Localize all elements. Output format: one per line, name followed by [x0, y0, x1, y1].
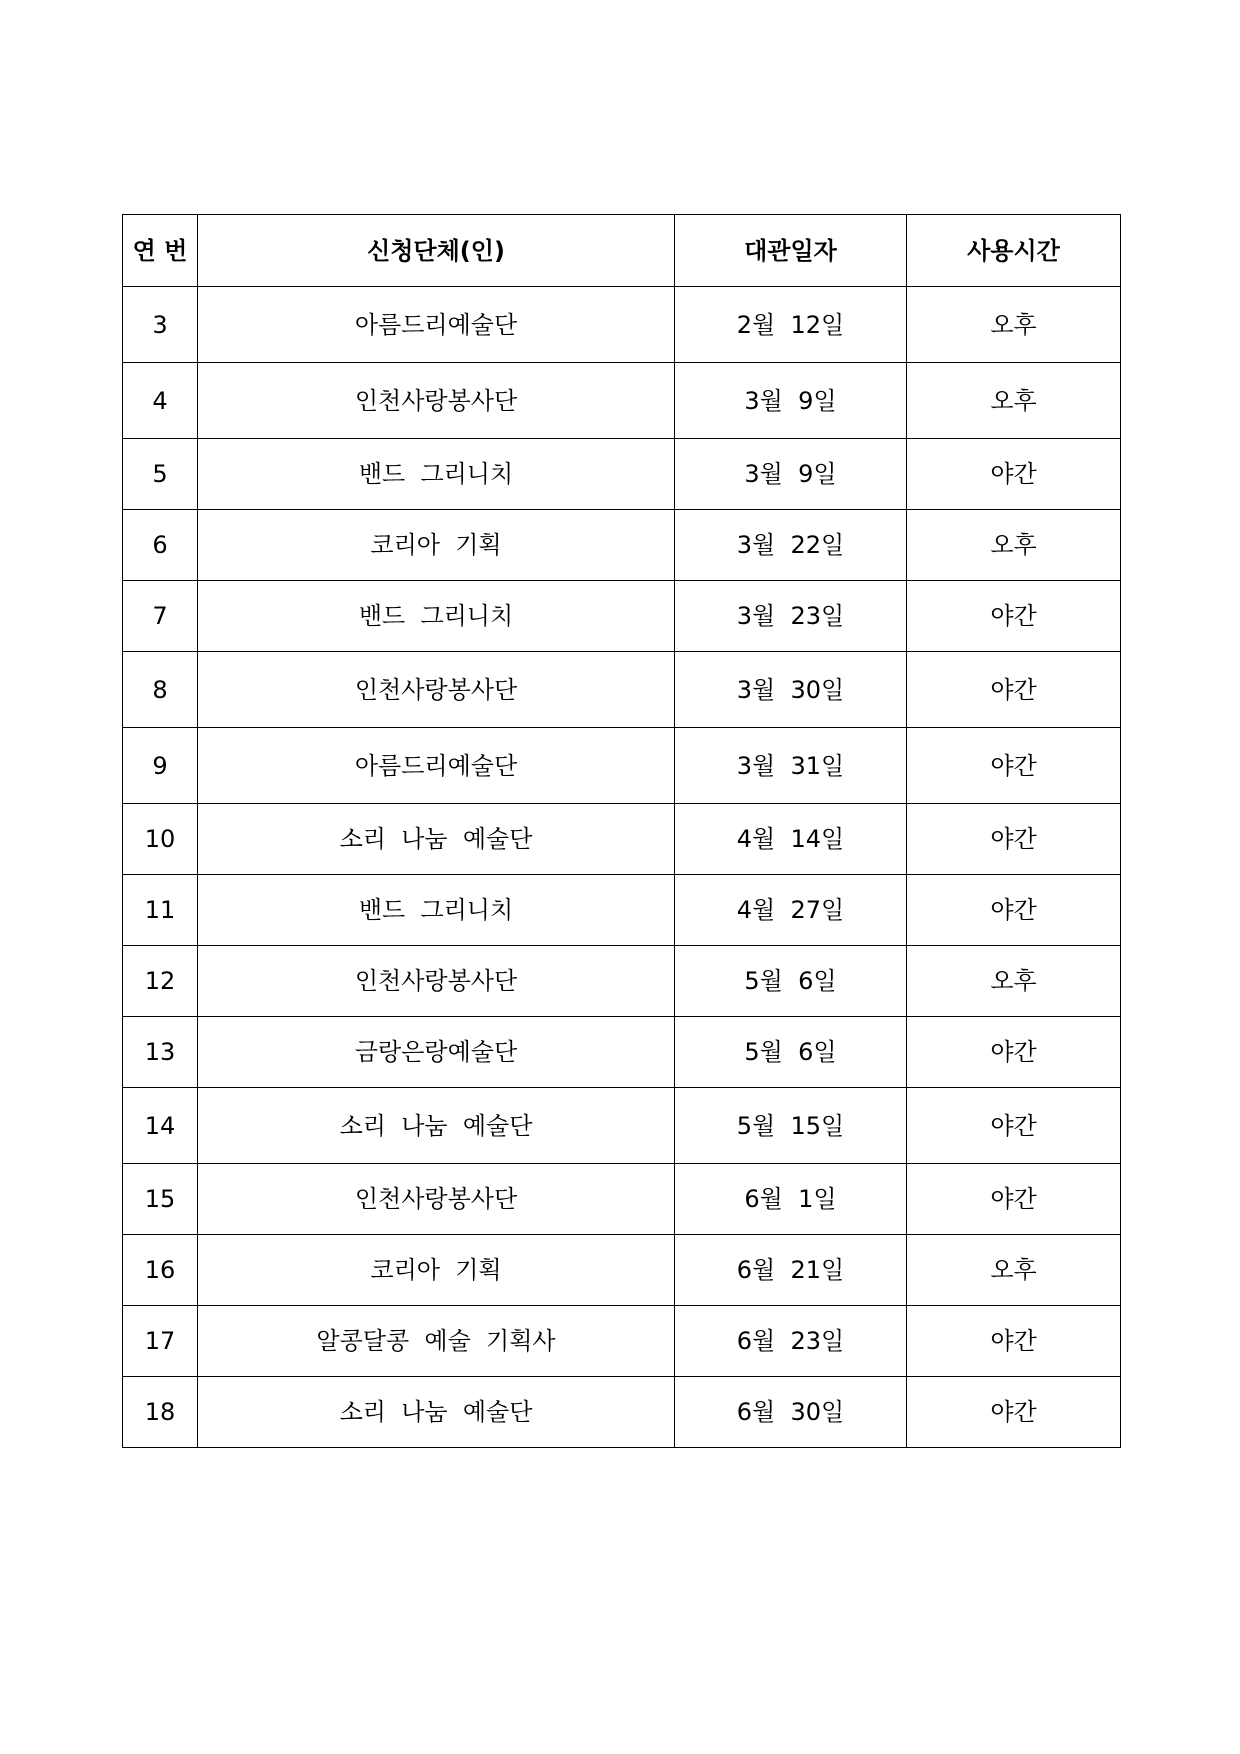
- applicant-name: 인천사랑봉사단: [198, 363, 675, 439]
- table-row: [123, 1164, 1121, 1235]
- applicant-name: 인천사랑봉사단: [198, 1164, 675, 1235]
- rental-date: 3월 30일: [675, 652, 907, 728]
- usage-time: 야간: [907, 1088, 1121, 1164]
- applicant-name: 인천사랑봉사단: [198, 946, 675, 1017]
- table-row: [123, 804, 1121, 875]
- usage-time: 야간: [907, 875, 1121, 946]
- table-row: [123, 1235, 1121, 1306]
- row-number: 4: [123, 363, 198, 439]
- rental-date: 4월 27일: [675, 875, 907, 946]
- usage-time: 야간: [907, 439, 1121, 510]
- table-row: [123, 875, 1121, 946]
- applicant-name: 아름드리예술단: [198, 728, 675, 804]
- table-row: [123, 581, 1121, 652]
- usage-time: 오후: [907, 1235, 1121, 1306]
- usage-time: 오후: [907, 510, 1121, 581]
- usage-time: 야간: [907, 1306, 1121, 1377]
- table-row: [123, 1377, 1121, 1448]
- rental-date: 5월 6일: [675, 1017, 907, 1088]
- row-number: 16: [123, 1235, 198, 1306]
- rental-date: 5월 6일: [675, 946, 907, 1017]
- usage-time: 야간: [907, 652, 1121, 728]
- rental-date: 3월 22일: [675, 510, 907, 581]
- row-number: 11: [123, 875, 198, 946]
- row-number: 12: [123, 946, 198, 1017]
- applicant-name: 알콩달콩 예술 기획사: [198, 1306, 675, 1377]
- header-applicant: 신청단체(인): [198, 215, 675, 287]
- rental-date: 3월 9일: [675, 439, 907, 510]
- applicant-name: 소리 나눔 예술단: [198, 804, 675, 875]
- rental-schedule-table: [122, 214, 1121, 1448]
- row-number: 18: [123, 1377, 198, 1448]
- applicant-name: 아름드리예술단: [198, 287, 675, 363]
- usage-time: 야간: [907, 728, 1121, 804]
- rental-date: 3월 9일: [675, 363, 907, 439]
- usage-time: 오후: [907, 946, 1121, 1017]
- row-number: 7: [123, 581, 198, 652]
- usage-time: 오후: [907, 363, 1121, 439]
- row-number: 9: [123, 728, 198, 804]
- usage-time: 오후: [907, 287, 1121, 363]
- table-row: [123, 946, 1121, 1017]
- table-row: [123, 728, 1121, 804]
- usage-time: 야간: [907, 581, 1121, 652]
- table-body: [123, 287, 1121, 1448]
- header-usage-time: 사용시간: [907, 215, 1121, 287]
- rental-date: 6월 30일: [675, 1377, 907, 1448]
- table-row: [123, 287, 1121, 363]
- row-number: 8: [123, 652, 198, 728]
- rental-date: 2월 12일: [675, 287, 907, 363]
- header-number: 연 번: [123, 215, 198, 287]
- table-row: [123, 1088, 1121, 1164]
- rental-date: 6월 23일: [675, 1306, 907, 1377]
- applicant-name: 소리 나눔 예술단: [198, 1377, 675, 1448]
- usage-time: 야간: [907, 1164, 1121, 1235]
- header-rental-date: 대관일자: [675, 215, 907, 287]
- applicant-name: 인천사랑봉사단: [198, 652, 675, 728]
- applicant-name: 소리 나눔 예술단: [198, 1088, 675, 1164]
- table-row: [123, 652, 1121, 728]
- row-number: 3: [123, 287, 198, 363]
- table-row: [123, 1306, 1121, 1377]
- rental-date: 6월 1일: [675, 1164, 907, 1235]
- applicant-name: 코리아 기획: [198, 1235, 675, 1306]
- row-number: 17: [123, 1306, 198, 1377]
- table-row: [123, 363, 1121, 439]
- row-number: 15: [123, 1164, 198, 1235]
- row-number: 5: [123, 439, 198, 510]
- row-number: 14: [123, 1088, 198, 1164]
- table-row: [123, 439, 1121, 510]
- applicant-name: 밴드 그리니치: [198, 439, 675, 510]
- applicant-name: 금랑은랑예술단: [198, 1017, 675, 1088]
- rental-date: 6월 21일: [675, 1235, 907, 1306]
- rental-date: 4월 14일: [675, 804, 907, 875]
- row-number: 10: [123, 804, 198, 875]
- table-header-row: [123, 215, 1121, 287]
- usage-time: 야간: [907, 804, 1121, 875]
- row-number: 13: [123, 1017, 198, 1088]
- rental-date: 5월 15일: [675, 1088, 907, 1164]
- applicant-name: 밴드 그리니치: [198, 875, 675, 946]
- table-row: [123, 510, 1121, 581]
- usage-time: 야간: [907, 1377, 1121, 1448]
- row-number: 6: [123, 510, 198, 581]
- table-row: [123, 1017, 1121, 1088]
- rental-date: 3월 31일: [675, 728, 907, 804]
- applicant-name: 코리아 기획: [198, 510, 675, 581]
- usage-time: 야간: [907, 1017, 1121, 1088]
- rental-date: 3월 23일: [675, 581, 907, 652]
- applicant-name: 밴드 그리니치: [198, 581, 675, 652]
